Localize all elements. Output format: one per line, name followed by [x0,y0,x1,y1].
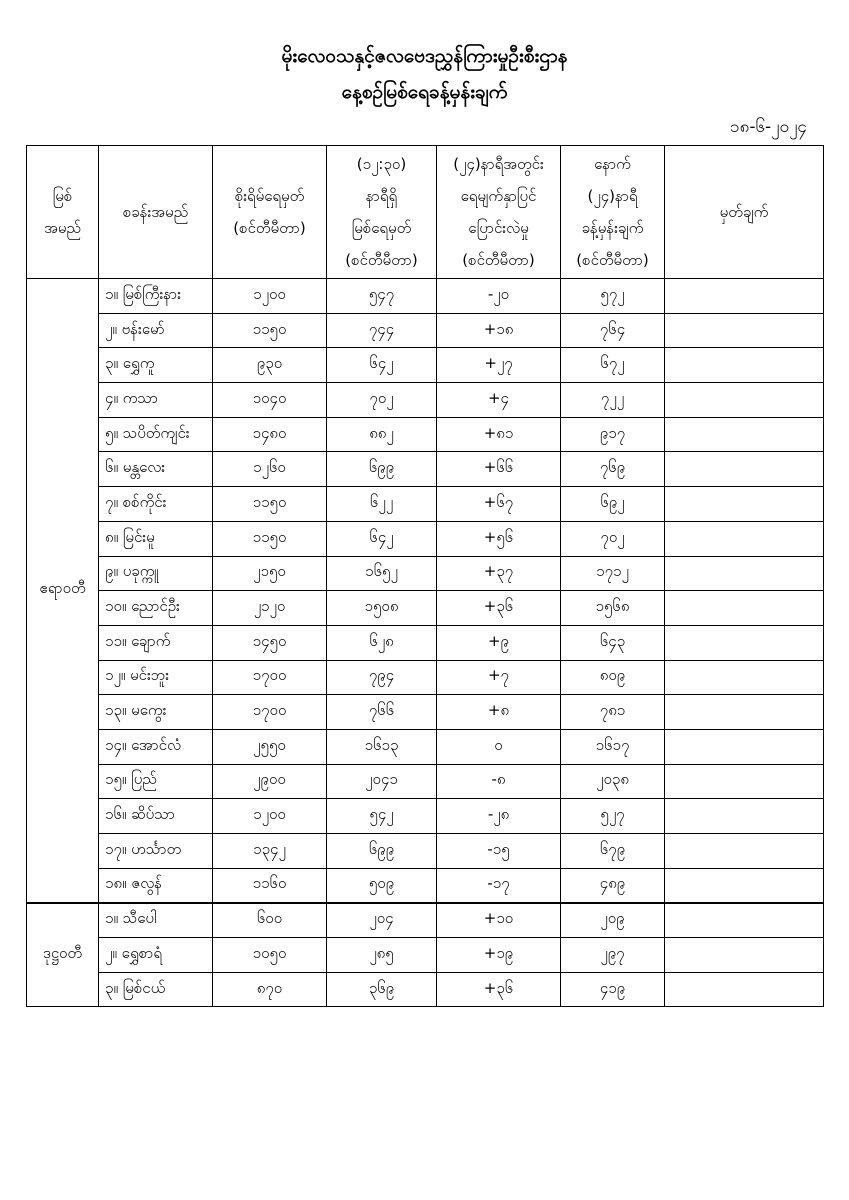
forecast-cell: ၆၉၂ [561,487,665,522]
change-cell: +၃၇ [437,556,561,591]
remark-cell [665,521,824,556]
station-cell: ၁၆။ ဆိပ်သာ [99,799,213,834]
river-name-cell: ဧရာဝတီ [27,279,99,903]
danger-level-cell: ၁၂၆၀ [213,452,327,487]
danger-level-cell: ၁၂၀၀ [213,799,327,834]
danger-level-cell: ၁၀၅၀ [213,938,327,973]
change-cell: +၄ [437,383,561,418]
forecast-cell: ၄၁၉ [561,972,665,1007]
danger-level-cell: ၁၇၀၀ [213,660,327,695]
danger-level-cell: ၂၉၀၀ [213,764,327,799]
table-row [27,938,824,973]
current-level-cell: ၇၉၄ [327,660,437,695]
col-header-danger-level: စိုးရိမ်ရေမှတ် (စင်တီမီတာ) [213,146,327,279]
current-level-cell: ၅၀၉ [327,868,437,903]
current-level-cell: ၆၂၂ [327,487,437,522]
current-level-cell: ၆၂၈ [327,625,437,660]
danger-level-cell: ၂၁၅၀ [213,556,327,591]
danger-level-cell: ၁၂၀၀ [213,279,327,314]
forecast-cell: ၆၄၃ [561,625,665,660]
station-cell: ၁၅။ ပြည် [99,764,213,799]
danger-level-cell: ၂၅၅၀ [213,729,327,764]
table-row [27,521,824,556]
change-cell: +၃၆ [437,591,561,626]
forecast-cell: ၁၆၁၇ [561,729,665,764]
danger-level-cell: ၂၁၂၀ [213,591,327,626]
river-name-cell: ဒုဋ္ဌဝတီ [27,903,99,1007]
forecast-cell: ၂၀၉ [561,903,665,938]
current-level-cell: ၁၆၅၂ [327,556,437,591]
table-row [27,695,824,730]
forecast-table [26,145,824,1007]
remark-cell [665,452,824,487]
table-row [27,729,824,764]
change-cell: +၃၆ [437,972,561,1007]
current-level-cell: ၆၄၂ [327,348,437,383]
forecast-cell: ၇၈၁ [561,695,665,730]
current-level-cell: ၁၅၀၈ [327,591,437,626]
table-row [27,972,824,1007]
change-cell: +၆၆ [437,452,561,487]
change-cell: -၂၀ [437,279,561,314]
danger-level-cell: ၁၃၄၂ [213,834,327,869]
station-cell: ၂။ ဗန်းမော် [99,313,213,348]
forecast-cell: ၁၅၆၈ [561,591,665,626]
station-cell: ၉။ ပခုက္ကူ [99,556,213,591]
col-header-station: စခန်းအမည် [99,146,213,279]
station-cell: ၁။ မြစ်ကြီးနား [99,279,213,314]
remark-cell [665,625,824,660]
remark-cell [665,729,824,764]
danger-level-cell: ၁၀၄၀ [213,383,327,418]
station-cell: ၁၇။ ဟင်္သာတ [99,834,213,869]
remark-cell [665,417,824,452]
forecast-cell: ၂၉၇ [561,938,665,973]
forecast-cell: ၈၀၉ [561,660,665,695]
change-cell: -၁၅ [437,834,561,869]
station-cell: ၃။ မြစ်ငယ် [99,972,213,1007]
page-title: မိုးလေဝသနှင့်ဇလဗေဒညွှန်ကြားမှုဦးစီးဌာန [281,45,568,67]
remark-cell [665,903,824,938]
current-level-cell: ၁၆၁၃ [327,729,437,764]
station-cell: ၆။ မန္တလေး [99,452,213,487]
table-row [27,383,824,418]
change-cell: +၈ [437,695,561,730]
danger-level-cell: ၁၄၅၀ [213,625,327,660]
station-cell: ၇။ စစ်ကိုင်း [99,487,213,522]
forecast-cell: ၇၆၉ [561,452,665,487]
current-level-cell: ၇၄၄ [327,313,437,348]
current-level-cell: ၂၀၄ [327,903,437,938]
forecast-cell: ၇၆၄ [561,313,665,348]
danger-level-cell: ၆၀၀ [213,903,327,938]
change-cell: ၀ [437,729,561,764]
forecast-cell: ၇၂၂ [561,383,665,418]
table-header-row [27,146,824,279]
col-header-change: (၂၄)နာရီအတွင်း ရေမျက်နှာပြင် ပြောင်းလဲမှု (စင်တီမီတာ) [437,146,561,279]
current-level-cell: ၆၄၂ [327,521,437,556]
station-cell: ၃။ ရွှေကူ [99,348,213,383]
danger-level-cell: ၁၇၀၀ [213,695,327,730]
change-cell: -၂၈ [437,799,561,834]
current-level-cell: ၇၀၂ [327,383,437,418]
table-row [27,452,824,487]
table-row [27,487,824,522]
change-cell: +၁၉ [437,938,561,973]
remark-cell [665,868,824,903]
forecast-cell: ၁၇၁၂ [561,556,665,591]
station-cell: ၁၈။ ဇလွန် [99,868,213,903]
current-level-cell: ၆၉၉ [327,452,437,487]
forecast-cell: ၄၈၉ [561,868,665,903]
table-row [27,868,824,903]
station-cell: ၄။ ကသာ [99,383,213,418]
remark-cell [665,799,824,834]
table-row [27,279,824,314]
change-cell: -၁၇ [437,868,561,903]
station-cell: ၁၂။ မင်းဘူး [99,660,213,695]
station-cell: ၈။ မြင်းမူ [99,521,213,556]
current-level-cell: ၆၉၉ [327,834,437,869]
change-cell: +၉ [437,625,561,660]
remark-cell [665,660,824,695]
station-cell: ၁။ သီပေါ [99,903,213,938]
station-cell: ၅။ သပိတ်ကျင်း [99,417,213,452]
table-row [27,313,824,348]
remark-cell [665,313,824,348]
change-cell: +၁၈ [437,313,561,348]
remark-cell [665,348,824,383]
station-cell: ၂။ ရွှေစာရံ [99,938,213,973]
remark-cell [665,972,824,1007]
change-cell: +၂၇ [437,348,561,383]
danger-level-cell: ၁၁၅၀ [213,521,327,556]
danger-level-cell: ၉၃၀ [213,348,327,383]
table-row [27,764,824,799]
table-row [27,625,824,660]
change-cell: +၈၁ [437,417,561,452]
table-row [27,834,824,869]
table-row [27,348,824,383]
change-cell: +၇ [437,660,561,695]
forecast-cell: ၅၇၂ [561,279,665,314]
current-level-cell: ၅၄၂ [327,799,437,834]
page-subtitle: နေ့စဉ်မြစ်ရေခန့်မှန်းချက် [341,81,508,103]
table-row [27,660,824,695]
remark-cell [665,487,824,522]
danger-level-cell: ၁၁၅၀ [213,487,327,522]
change-cell: -၈ [437,764,561,799]
danger-level-cell: ၁၄၈၀ [213,417,327,452]
table-row [27,799,824,834]
col-header-current-level: (၁၂:၃၀) နာရီရှိ မြစ်ရေမှတ် (စင်တီမီတာ) [327,146,437,279]
station-cell: ၁၄။ အောင်လံ [99,729,213,764]
remark-cell [665,279,824,314]
current-level-cell: ၅၄၇ [327,279,437,314]
remark-cell [665,834,824,869]
current-level-cell: ၇၆၆ [327,695,437,730]
current-level-cell: ၃၆၉ [327,972,437,1007]
remark-cell [665,764,824,799]
col-header-river: မြစ် အမည် [27,146,99,279]
forecast-cell: ၆၇၂ [561,348,665,383]
remark-cell [665,695,824,730]
forecast-cell: ၅၂၇ [561,799,665,834]
table-row [27,591,824,626]
danger-level-cell: ၈၇၀ [213,972,327,1007]
forecast-cell: ၂၀၃၈ [561,764,665,799]
station-cell: ၁၃။ မကွေး [99,695,213,730]
col-header-forecast: နောက် (၂၄)နာရီ ခန့်မှန်းချက် (စင်တီမီတာ) [561,146,665,279]
remark-cell [665,556,824,591]
remark-cell [665,591,824,626]
change-cell: +၆၇ [437,487,561,522]
table-row [27,417,824,452]
station-cell: ၁၁။ ချောက် [99,625,213,660]
report-date: ၁၈-၆-၂၀၂၄ [730,117,807,137]
danger-level-cell: ၁၁၆၀ [213,868,327,903]
station-cell: ၁၀။ ညောင်ဦး [99,591,213,626]
forecast-cell: ၆၇၉ [561,834,665,869]
danger-level-cell: ၁၁၅၀ [213,313,327,348]
forecast-cell: ၇၀၂ [561,521,665,556]
current-level-cell: ၈၈၂ [327,417,437,452]
table-row [27,556,824,591]
change-cell: +၁၀ [437,903,561,938]
current-level-cell: ၂၀၄၁ [327,764,437,799]
table-row [27,903,824,938]
change-cell: +၅၆ [437,521,561,556]
col-header-remark: မှတ်ချက် [665,146,824,279]
remark-cell [665,938,824,973]
current-level-cell: ၂၈၅ [327,938,437,973]
forecast-cell: ၉၁၇ [561,417,665,452]
remark-cell [665,383,824,418]
